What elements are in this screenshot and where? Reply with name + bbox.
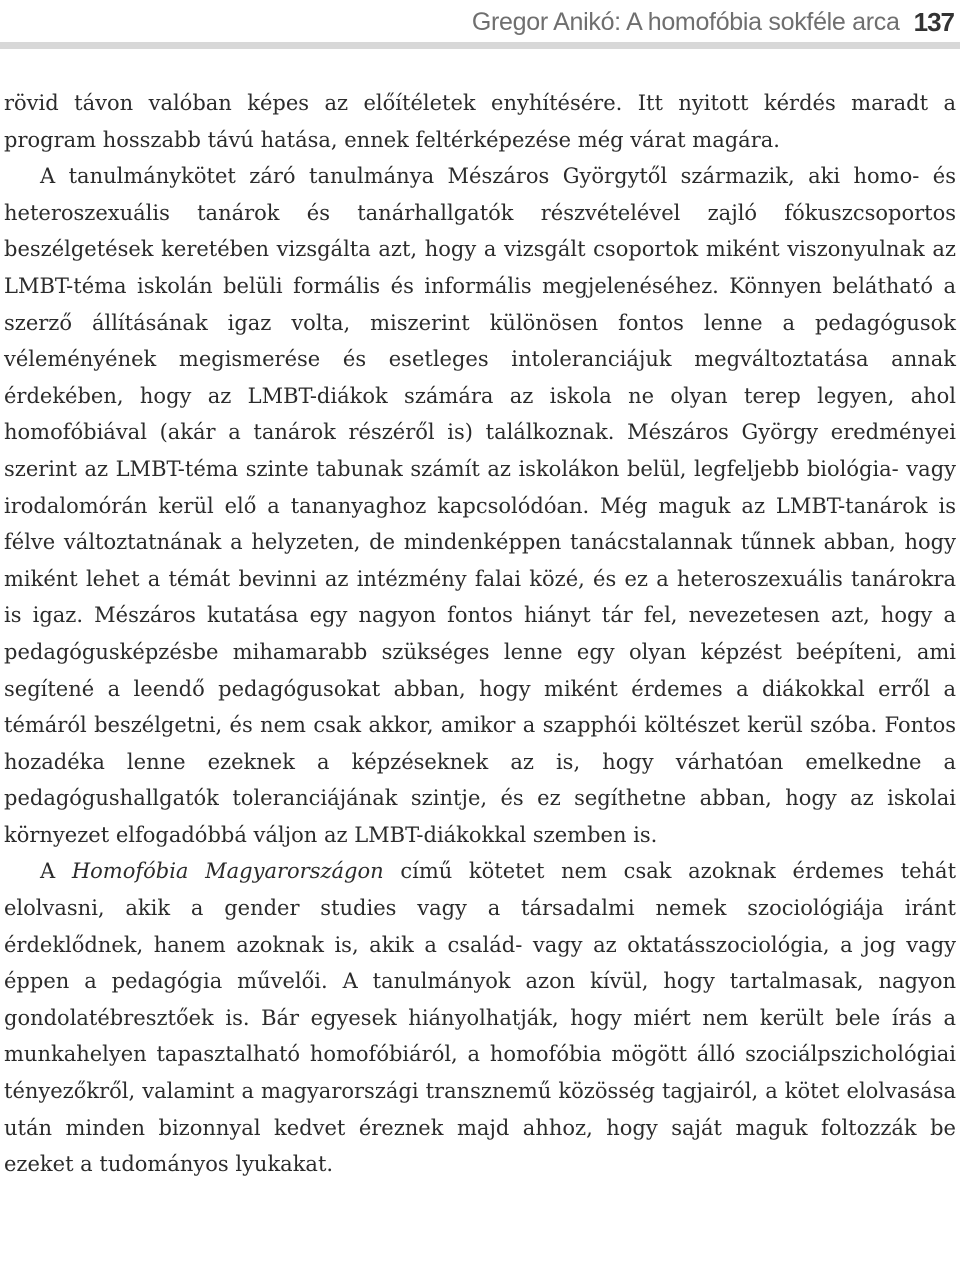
running-header [0,4,960,40]
running-header-title: Gregor Anikó: A homofóbia sokféle arca [471,7,900,36]
paragraph-conclusion-rest: című kötetet nem csak azoknak érdemes tehát elolvasni, akik a gender studies vagy a társadalmi nemek szociológiája iránt érdeklődnek, hanem azoknak is, akik a család- vagy az oktatásszociológia, a jog vagy éppen a pedagógia művelői. A tanulmányok azon kívül, hogy tartalmasak, nagyon gondolatébresztőek is. Bár egyesek hiányolhatják, hogy miért nem került bele írás a munkahelyen tapasztalható homofóbiáról, a homofóbia mögött álló szociálpszichológiai tényezőkről, valamint a magyarországi transznemű közösség tagjairól, a kötet elolvasása után minden bizonnyal kedvet éreznek majd ahhoz, hogy saját maguk foltozzák be ezeket a tudományos lyukakat. [4,859,957,1177]
book-title-emphasis: Homofóbia Magyarországon [71,859,384,884]
paragraph-continuation: rövid távon valóban képes az előítéletek enyhítésére. Itt nyitott kérdés maradt a program hosszabb távú hatása, ennek feltérképezése még várat magára. [4,91,956,152]
page-number: 137 [913,6,954,37]
paragraph-conclusion-lead: A [40,859,72,884]
header-rule [0,42,960,49]
paragraph-conclusion [4,853,956,1182]
paragraph-meszaros-study: A tanulmánykötet záró tanulmánya Mészáros Györgytől származik, aki homo- és heteroszexuális tanárok és tanárhallgatók részvételével zajló fókuszcsoportos beszélgetések keretében vizsgálta azt, hogy a vizsgált csoportok miként viszonyulnak az LMBT-téma iskolán belüli formális és informális megjelenéséhez. Könnyen belátható a szerző állításának igaz volta, miszerint különösen fontos lenne a pedagógusok véleményének megismerése és esetleges intoleranciájuk megváltoztatása annak érdekében, hogy az LMBT-diákok számára az iskola ne olyan terep legyen, ahol homofóbiával (akár a tanárok részéről is) találkoznak. Mészáros György eredményei szerint az LMBT-téma szinte tabunak számít az iskolákon belül, legfeljebb biológia- vagy irodalomórán kerül elő a tananyaghoz kapcsolódóan. Még maguk az LMBT-tanárok is félve változtatnának a helyzeten, de mindenképpen tanácstalannak tűnnek abban, hogy miként lehet a témát bevinni az intézmény falai közé, és ez a heteroszexuális tanárokra is igaz. Mészáros kutatása egy nagyon fontos hiányt tár fel, nevezetesen azt, hogy a pedagógusképzésbe mihamarabb szükséges lenne egy olyan képzést beépíteni, ami segítené a leendő pedagógusokat abban, hogy miként érdemes a diákokkal erről a témáról beszélgetni, és nem csak akkor, amikor a szapphói költészet kerül szóba. Fontos hozadéka lenne ezeknek a képzéseknek az is, hogy várhatóan emelkedne a pedagógushallgatók toleranciájának szintje, és ez segíthetne abban, hogy az iskolai környezet elfogadóbbá váljon az LMBT-diákokkal szemben is. [4,164,956,847]
body-text [4,85,956,1183]
